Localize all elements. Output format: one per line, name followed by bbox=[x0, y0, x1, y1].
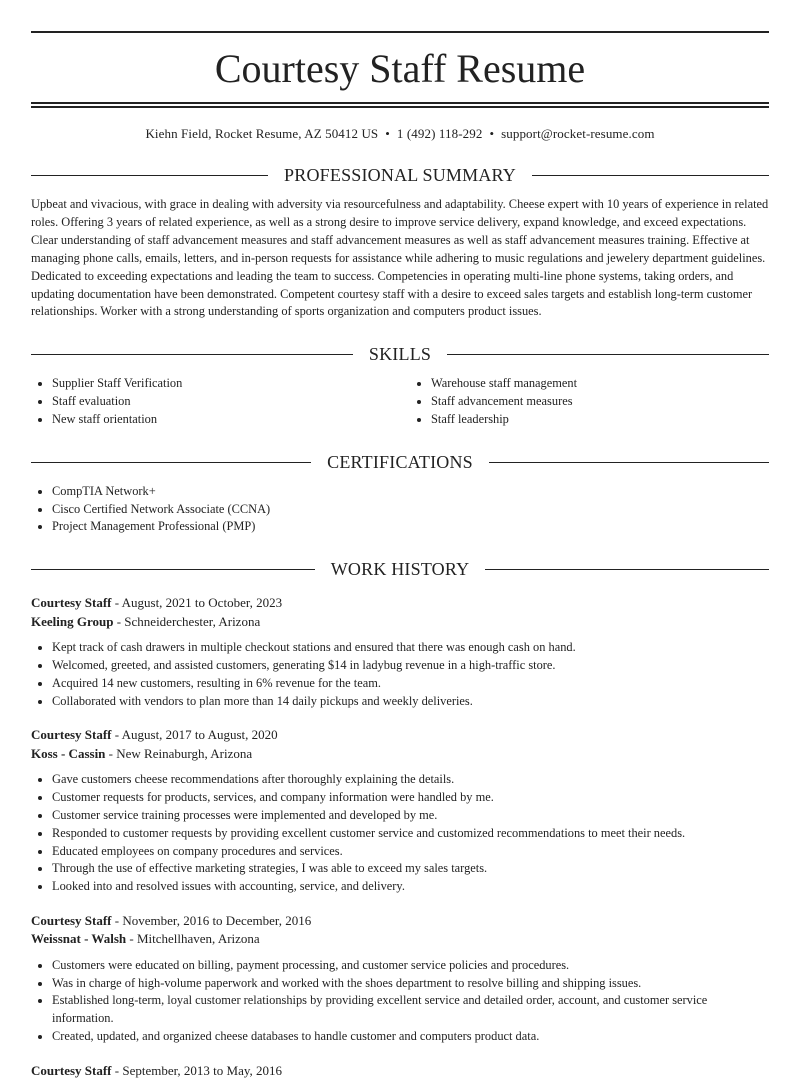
work-history-heading bbox=[31, 559, 769, 580]
job-title: Courtesy Staff bbox=[31, 727, 112, 743]
job-bullet: • Through the use of effective marketing strategies, I was able to exceed my sales targets. bbox=[52, 860, 769, 878]
certifications-heading bbox=[31, 452, 769, 473]
professional-summary: Upbeat and vivacious, with grace in dealing with adversity via resourcefulness and adaptability. Cheese expert with 10 years of experience in related roles. Offering 3 years of related experience, as well as a strong desire to improve service delivery, expand knowledge, and exceed expectations. Clear understanding of staff advancement measures and staff advancement measures as well as staff advancement measures training. Effective at managing phone calls, emails, letters, and in-person requests for assistance while adhering to music regulations and jewelery department guidelines. Dedicated to exceeding expectations and leading the team to success. Competencies in operating multi-line phone systems, taking orders, and updating documentation have been demonstrated. Competent courtesy staff with a desire to exceed sales targets and establish long-term customer relationships. Worker with a strong understanding of sports organization and computers product issues. bbox=[31, 197, 769, 319]
section-title: SKILLS bbox=[368, 344, 432, 365]
certifications-list bbox=[31, 483, 769, 536]
job-entry bbox=[31, 594, 769, 710]
resume-title: Courtesy Staff Resume bbox=[214, 46, 586, 91]
job-bullet: • Gave customers cheese recommendations after thoroughly explaining the details. bbox=[52, 771, 769, 789]
job-bullet: • Customers were educated on billing, payment processing, and customer service policies and procedures. bbox=[52, 957, 769, 975]
section-title: WORK HISTORY bbox=[330, 559, 470, 580]
job-location: - Mitchellhaven, Arizona bbox=[126, 931, 260, 947]
job-bullet: • Customer service training processes were implemented and developed by me. bbox=[52, 807, 769, 825]
job-bullet: • Was in charge of high-volume paperwork and worked with the shoes department to resolve billing and shipping issues. bbox=[52, 975, 769, 993]
section-title: CERTIFICATIONS bbox=[327, 451, 473, 472]
job-title-line bbox=[31, 912, 769, 931]
job-location: - New Reinaburgh, Arizona bbox=[105, 745, 253, 761]
job-title: Courtesy Staff bbox=[31, 1062, 112, 1078]
job-company-line bbox=[31, 613, 769, 632]
job-company: Keeling Group bbox=[31, 613, 114, 629]
top-rule bbox=[31, 31, 769, 33]
contact-email: support@rocket-resume.com bbox=[501, 126, 655, 141]
skill-item: • Staff evaluation bbox=[52, 393, 390, 411]
job-title-line bbox=[31, 594, 769, 613]
skills-grid bbox=[31, 375, 769, 428]
job-bullet: • Customer requests for products, services, and company information were handled by me. bbox=[52, 789, 769, 807]
skills-list-right bbox=[410, 375, 769, 428]
professional-summary-heading bbox=[31, 165, 769, 186]
job-bullets bbox=[31, 957, 769, 1046]
job-title: Courtesy Staff bbox=[31, 912, 112, 928]
job-title-line bbox=[31, 1062, 769, 1080]
job-company-line bbox=[31, 930, 769, 949]
contact-address: Kiehn Field, Rocket Resume, AZ 50412 US bbox=[145, 126, 379, 141]
contact-separator: • bbox=[489, 126, 495, 141]
job-dates: - November, 2016 to December, 2016 bbox=[111, 912, 312, 928]
job-bullet: • Collaborated with vendors to plan more than 14 daily pickups and weekly deliveries. bbox=[52, 693, 769, 711]
job-location: - Schneiderchester, Arizona bbox=[113, 613, 261, 629]
contact-separator: • bbox=[385, 126, 390, 141]
job-bullets bbox=[31, 771, 769, 896]
job-bullet: • Kept track of cash drawers in multiple checkout stations and ensured that there was enough cash on hand. bbox=[52, 639, 769, 657]
skill-item: • Staff advancement measures bbox=[431, 393, 769, 411]
skill-item: • New staff orientation bbox=[52, 411, 390, 429]
job-bullet: • Welcomed, greeted, and assisted customers, generating $14 in ladybug revenue in a high-traffic store. bbox=[52, 657, 769, 675]
job-dates: - September, 2013 to May, 2016 bbox=[111, 1062, 283, 1078]
job-bullet: • Created, updated, and organized cheese databases to handle customer and computers product data. bbox=[52, 1028, 769, 1046]
job-company: Weissnat - Walsh bbox=[31, 931, 127, 947]
job-entry bbox=[31, 912, 769, 1046]
job-company-line bbox=[31, 745, 769, 764]
job-entry bbox=[31, 1062, 769, 1080]
job-bullet: • Looked into and resolved issues with accounting, service, and delivery. bbox=[52, 878, 769, 896]
job-bullet: • Responded to customer requests by providing excellent customer service and customized recommendations to meet their needs. bbox=[52, 825, 769, 843]
job-bullet: • Educated employees on company procedures and services. bbox=[52, 843, 769, 861]
contact-phone: 1 (492) 118-292 bbox=[396, 126, 483, 141]
skill-item: • Staff leadership bbox=[431, 411, 769, 429]
job-title: Courtesy Staff bbox=[31, 595, 112, 611]
job-company: Koss - Cassin bbox=[31, 745, 106, 761]
skills-list-left bbox=[31, 375, 390, 428]
job-dates: - August, 2017 to August, 2020 bbox=[111, 727, 278, 743]
contact-line bbox=[31, 126, 769, 142]
certification-item: • CompTIA Network+ bbox=[52, 483, 769, 501]
skill-item: • Warehouse staff management bbox=[431, 375, 769, 393]
section-title: PROFESSIONAL SUMMARY bbox=[284, 165, 516, 185]
job-title-line bbox=[31, 726, 769, 745]
certification-item: • Project Management Professional (PMP) bbox=[52, 518, 769, 536]
skills-heading bbox=[31, 344, 769, 365]
job-bullets bbox=[31, 639, 769, 710]
certification-item: • Cisco Certified Network Associate (CCNA) bbox=[52, 501, 769, 519]
job-bullet: • Acquired 14 new customers, resulting in 6% revenue for the team. bbox=[52, 675, 769, 693]
job-bullet: • Established long-term, loyal customer relationships by providing excellent service and detailed order, account, and customer service information. bbox=[52, 992, 769, 1028]
title-double-rule bbox=[31, 102, 769, 108]
skill-item: • Supplier Staff Verification bbox=[52, 375, 390, 393]
job-entry bbox=[31, 726, 769, 896]
job-dates: - August, 2021 to October, 2023 bbox=[111, 595, 283, 611]
resume-page bbox=[31, 0, 769, 1080]
